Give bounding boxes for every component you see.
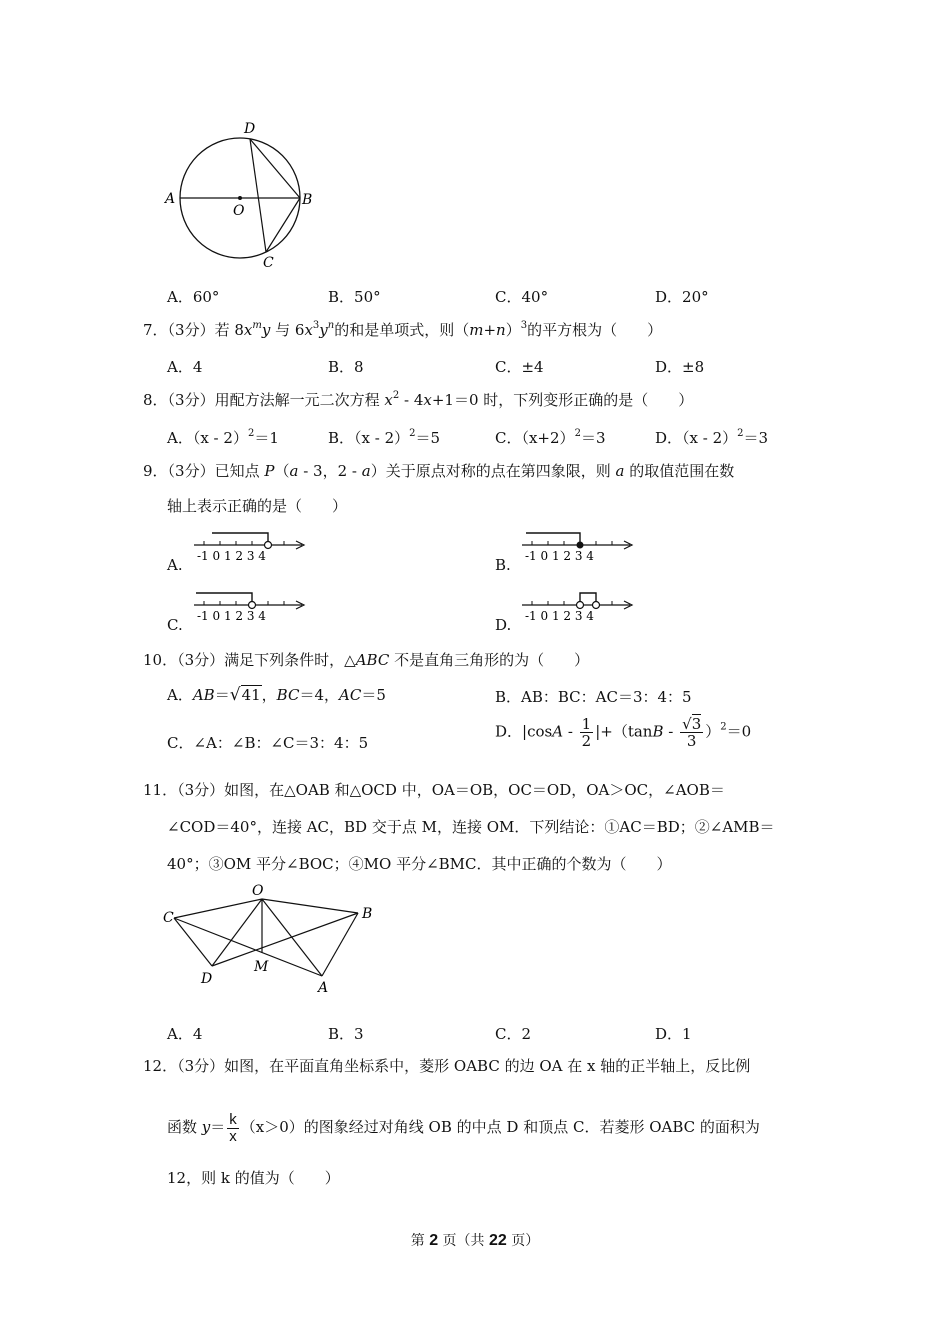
label-o: O	[233, 203, 245, 219]
q6-option-d: D．20°	[655, 288, 709, 306]
q11-stem-line1: 11．（3分）如图，在△OAB 和△OCD 中，OA＝OB，OC＝OD，OA＞OC，∠AOB＝	[143, 781, 725, 799]
svg-text:-1 0 1 2 3 4: -1 0 1 2 3 4	[197, 609, 266, 623]
q9-stem-line2: 轴上表示正确的是（ ）	[167, 497, 348, 515]
q11-stem-line3: 40°；③OM 平分∠BOC；④MO 平分∠BMC．其中正确的个数为（ ）	[167, 855, 672, 873]
q10-option-a: A．AB＝√41，BC＝4，AC＝5	[167, 685, 386, 705]
q9-number-line-c	[192, 585, 312, 627]
q9-number-line-a	[192, 525, 312, 567]
q10-option-b: B．AB：BC：AC＝3：4：5	[495, 688, 692, 706]
q6-option-c: C．40°	[495, 288, 549, 306]
label-b: B	[302, 192, 313, 208]
q12-stem-line3: 12，则 k 的值为（ ）	[167, 1169, 340, 1187]
page-total: 22	[489, 1232, 507, 1249]
q9-option-d-letter: D.	[495, 616, 512, 634]
svg-text:-1 0 1 2 3 4: -1 0 1 2 3 4	[525, 549, 594, 563]
label-o: O	[252, 883, 264, 899]
q8-stem: 8．（3分）用配方法解一元二次方程 $x^2 - 4x+1=0$ 时，下列变形正确的是（ ）	[143, 390, 694, 409]
label-c: C	[263, 255, 274, 271]
q6-option-a: A．60°	[167, 288, 220, 306]
label-c: C	[163, 910, 174, 926]
q7-stem: 7．（3分）若 $8x^my$ 与 $6x^3y^n$的和是单项式，则$(m+n)^3$的平方根为（ ）	[143, 320, 663, 339]
q6-option-b: B．50°	[328, 288, 381, 306]
label-a: A	[165, 191, 176, 207]
page-footer: 第 2 页（共 22 页）	[410, 1232, 540, 1249]
svg-text:-1 0 1 2 3 4: -1 0 1 2 3 4	[197, 549, 266, 563]
q9-option-a-letter: A.	[167, 556, 183, 574]
q11-option-c: C．2	[495, 1025, 532, 1043]
q8-option-a: A．（x - 2）$^2$＝1	[167, 428, 279, 447]
q7-option-d: D．±8	[655, 358, 705, 376]
q10-option-d: D．|cosA - $\frac{1}{2}$ |+（tanB - $\frac{√3}{3}$ ）$^2$＝0	[495, 715, 752, 750]
q10-stem: 10．（3分）满足下列条件时，△ABC 不是直角三角形的为（ ）	[143, 651, 590, 669]
q7-option-a: A．4	[167, 358, 203, 376]
label-a: A	[318, 980, 329, 996]
q8-option-b: B．（x - 2）$^2$＝5	[328, 428, 441, 447]
q11-option-a: A．4	[167, 1025, 203, 1043]
label-m: M	[254, 959, 269, 975]
q6-circle-figure	[160, 118, 320, 273]
label-d: D	[201, 971, 213, 987]
q8-option-d: D．（x - 2）$^2$＝3	[655, 428, 769, 447]
svg-text:-1 0 1 2 3 4: -1 0 1 2 3 4	[525, 609, 594, 623]
q9-option-b-letter: B.	[495, 556, 511, 574]
q11-option-d: D．1	[655, 1025, 692, 1043]
page-number: 2	[429, 1232, 439, 1249]
q9-number-line-d	[520, 585, 640, 627]
q7-option-c: C．±4	[495, 358, 544, 376]
q11-stem-line2: ∠COD＝40°，连接 AC，BD 交于点 M，连接 OM．下列结论：①AC＝BD；②∠AMB＝	[167, 818, 775, 836]
q12-stem-line1: 12．（3分）如图，在平面直角坐标系中，菱形 OABC 的边 OA 在 x 轴的正半轴上，反比例	[143, 1057, 751, 1075]
label-d: D	[244, 121, 256, 137]
q8-option-c: C．$(x+2)^2=3$	[495, 428, 606, 447]
q7-option-b: B．8	[328, 358, 364, 376]
q9-number-line-b	[520, 525, 640, 567]
chord-cb	[266, 198, 300, 252]
q12-stem-line2: 函数 y＝ $\frac{k}{x}$ （x＞0）的图象经过对角线 OB 的中点 D 和顶点 C．若菱形 OABC 的面积为	[167, 1110, 760, 1145]
q10-option-c: C．∠A：∠B：∠C＝3：4：5	[167, 734, 369, 752]
q9-stem: 9．（3分）已知点 P（a - 3，2 - a）关于原点对称的点在第四象限，则 a 的取值范围在数	[143, 462, 735, 480]
center-dot	[238, 196, 242, 200]
q9-option-c-letter: C.	[167, 616, 183, 634]
q11-triangle-figure	[160, 880, 380, 998]
label-b: B	[362, 906, 373, 922]
q11-option-b: B．3	[328, 1025, 364, 1043]
